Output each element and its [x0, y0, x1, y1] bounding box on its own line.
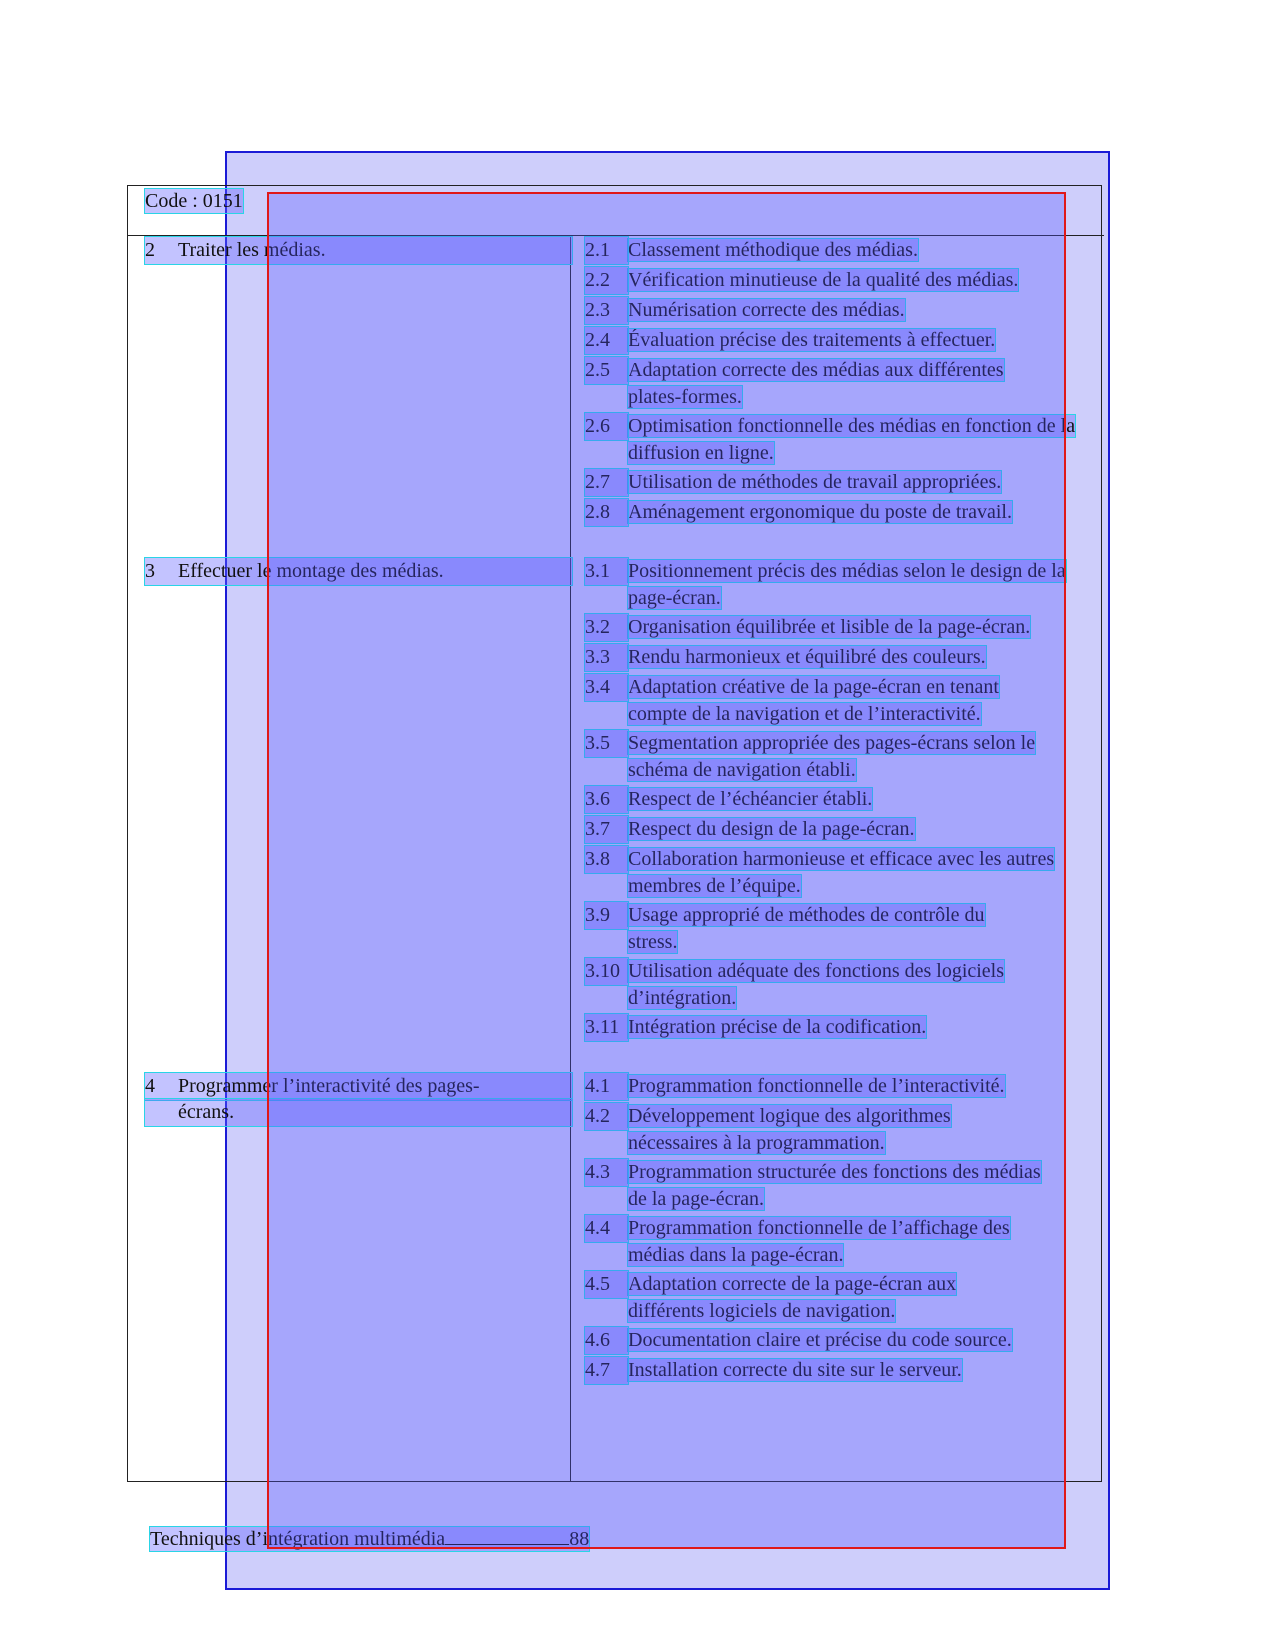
- criterion-text: Programmation fonctionnelle de l’affichage des médias dans la page-écran.: [628, 1217, 1010, 1266]
- criterion-number: 3.5: [585, 730, 628, 757]
- criterion-number: 3.9: [585, 902, 628, 929]
- criterion-text: Utilisation de méthodes de travail appropriées.: [628, 471, 1002, 493]
- criterion-text: Respect de l’échéancier établi.: [628, 788, 873, 810]
- criterion-text: Segmentation appropriée des pages-écrans selon le schéma de navigation établi.: [628, 732, 1036, 781]
- criterion-number: 3.8: [585, 846, 628, 873]
- criterion-text: Positionnement précis des médias selon le design de la page-écran.: [628, 560, 1066, 609]
- criterion-number: 4.6: [585, 1327, 628, 1354]
- criterion-number: 4.4: [585, 1215, 628, 1242]
- criterion-text: Programmation structurée des fonctions des médias de la page-écran.: [628, 1161, 1041, 1210]
- criterion-text: Programmation fonctionnelle de l’interactivité.: [628, 1075, 1005, 1097]
- criterion-number: 4.2: [585, 1103, 628, 1130]
- criterion-number: 4.1: [585, 1073, 628, 1100]
- criterion-text: Adaptation correcte de la page-écran aux différents logiciels de navigation.: [628, 1273, 957, 1322]
- criterion-text: Organisation équilibrée et lisible de la page-écran.: [628, 616, 1031, 638]
- competency-number: 2: [145, 239, 155, 261]
- criterion-text: Vérification minutieuse de la qualité des médias.: [628, 269, 1019, 291]
- criterion-number: 2.4: [585, 327, 628, 354]
- criterion-text: Utilisation adéquate des fonctions des logiciels d’intégration.: [628, 960, 1005, 1009]
- criterion-text: Collaboration harmonieuse et efficace avec les autres membres de l’équipe.: [628, 848, 1055, 897]
- competency-number: 3: [145, 560, 155, 582]
- criterion-text: Documentation claire et précise du code source.: [628, 1329, 1012, 1351]
- criterion-number: 2.6: [585, 413, 628, 440]
- criterion-text: Usage approprié de méthodes de contrôle du stress.: [628, 904, 985, 953]
- criterion-number: 3.1: [585, 558, 628, 585]
- criterion-text: Développement logique des algorithmes nécessaires à la programmation.: [628, 1105, 951, 1154]
- criterion-text: Classement méthodique des médias.: [628, 239, 918, 261]
- criterion-number: 3.11: [585, 1014, 628, 1041]
- criterion-text: Numérisation correcte des médias.: [628, 299, 905, 321]
- criterion-number: 2.8: [585, 499, 628, 526]
- criterion-number: 3.2: [585, 614, 628, 641]
- criterion-number: 3.6: [585, 786, 628, 813]
- competency-title-line2: écrans.: [178, 1101, 235, 1123]
- criterion-text: Adaptation créative de la page-écran en tenant compte de la navigation et de l’interactivité.: [628, 676, 999, 725]
- criterion-number: 3.7: [585, 816, 628, 843]
- criterion-number: 2.5: [585, 357, 628, 384]
- criterion-number: 3.4: [585, 674, 628, 701]
- criterion-text: Respect du design de la page-écran.: [628, 818, 915, 840]
- competency-number: 4: [145, 1075, 155, 1097]
- criterion-number: 2.7: [585, 469, 628, 496]
- criterion-number: 3.3: [585, 644, 628, 671]
- criterion-number: 2.2: [585, 267, 628, 294]
- criterion-number: 3.10: [585, 958, 628, 985]
- criterion-text: Rendu harmonieux et équilibré des couleurs.: [628, 646, 986, 668]
- competency-title: Effectuer le montage des médias.: [178, 560, 444, 582]
- footer-title: Techniques d’intégration multimédia: [150, 1528, 446, 1550]
- criterion-number: 2.3: [585, 297, 628, 324]
- criterion-text: Installation correcte du site sur le serveur.: [628, 1359, 962, 1381]
- competency-title: Traiter les médias.: [178, 239, 326, 261]
- criterion-number: 4.5: [585, 1271, 628, 1298]
- criterion-text: Évaluation précise des traitements à effectuer.: [628, 329, 996, 351]
- criterion-text: Intégration précise de la codification.: [628, 1016, 927, 1038]
- criterion-number: 4.7: [585, 1357, 628, 1384]
- criterion-text: Aménagement ergonomique du poste de travail.: [628, 501, 1012, 523]
- program-code: Code : 0151: [145, 190, 243, 212]
- competency-title-line1: Programmer l’interactivité des pages-: [178, 1075, 480, 1097]
- criterion-number: 2.1: [585, 237, 628, 264]
- criterion-number: 4.3: [585, 1159, 628, 1186]
- annotation-region-inner: [267, 192, 1066, 1549]
- page-number: 88: [569, 1528, 590, 1550]
- criterion-text: Adaptation correcte des médias aux différentes plates-formes.: [628, 359, 1004, 408]
- criterion-text: Optimisation fonctionnelle des médias en fonction de la diffusion en ligne.: [628, 415, 1076, 464]
